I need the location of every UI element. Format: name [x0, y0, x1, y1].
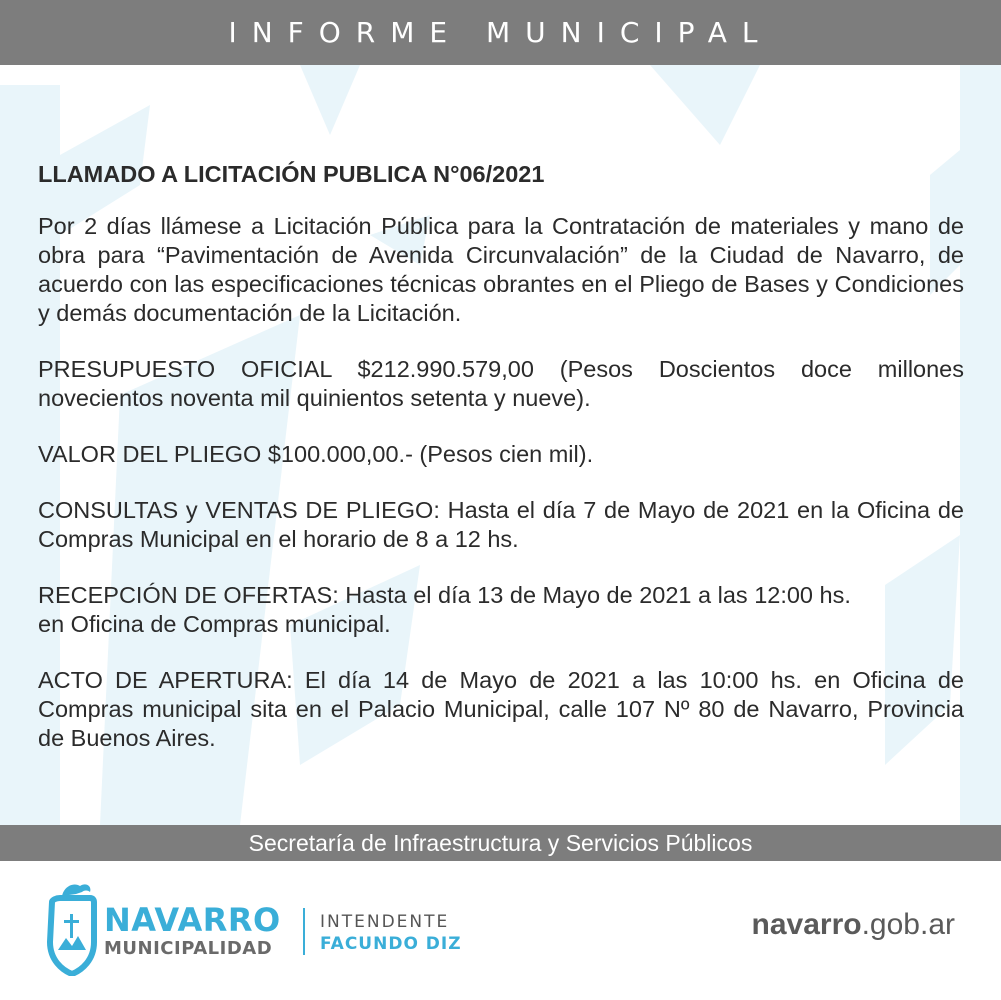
website-domain-bold: navarro: [751, 908, 862, 941]
notice-opening: ACTO DE APERTURA: El día 14 de Mayo de 2021 a las 10:00 hs. en Oficina de Compras municipal sita en el Palacio Municipal, calle 107 Nº 80 de Navarro, Provincia de Buenos Aires.: [38, 667, 964, 751]
notice-reception: [38, 581, 964, 639]
navarro-shield-logo-icon: [46, 880, 98, 976]
website-domain-rest: .gob.ar: [861, 908, 955, 941]
notice-reception-line1: RECEPCIÓN DE OFERTAS: Hasta el día 13 de Mayo de 2021 a las 12:00 hs.: [38, 582, 851, 608]
department-name: Secretaría de Infraestructura y Servicios Públicos: [248, 829, 753, 856]
notice-body: [38, 160, 964, 780]
website-link[interactable]: [752, 908, 955, 942]
department-bar: [0, 825, 1001, 861]
notice-intro: Por 2 días llámese a Licitación Pública para la Contratación de materiales y mano de obra para “Pavimentación de Avenida Circunvalación” de la Ciudad de Navarro, de acuerdo con las especificaciones técnicas obrantes en el Pliego de Bases y Condiciones y demás documentación de la Licitación.: [38, 213, 964, 326]
brand-name: NAVARRO: [104, 901, 281, 939]
brand-subtitle: MUNICIPALIDAD: [104, 938, 273, 959]
notice-price: VALOR DEL PLIEGO $100.000,00.- (Pesos cien mil).: [38, 441, 594, 467]
mayor-name: FACUNDO DIZ: [320, 934, 462, 954]
logo-divider: [303, 908, 305, 955]
header-title: INFORME MUNICIPAL: [228, 16, 773, 49]
notice-title: LLAMADO A LICITACIÓN PUBLICA N°06/2021: [38, 161, 545, 187]
notice-budget: PRESUPUESTO OFICIAL $212.990.579,00 (Pesos Doscientos doce millones novecientos noventa mil quinientos setenta y nueve).: [38, 356, 964, 411]
mayor-role: INTENDENTE: [320, 912, 450, 932]
header-bar: [0, 0, 1001, 65]
notice-queries: CONSULTAS y VENTAS DE PLIEGO: Hasta el día 7 de Mayo de 2021 en la Oficina de Compras Municipal en el horario de 8 a 12 hs.: [38, 497, 964, 552]
notice-reception-line2: en Oficina de Compras municipal.: [38, 611, 391, 637]
